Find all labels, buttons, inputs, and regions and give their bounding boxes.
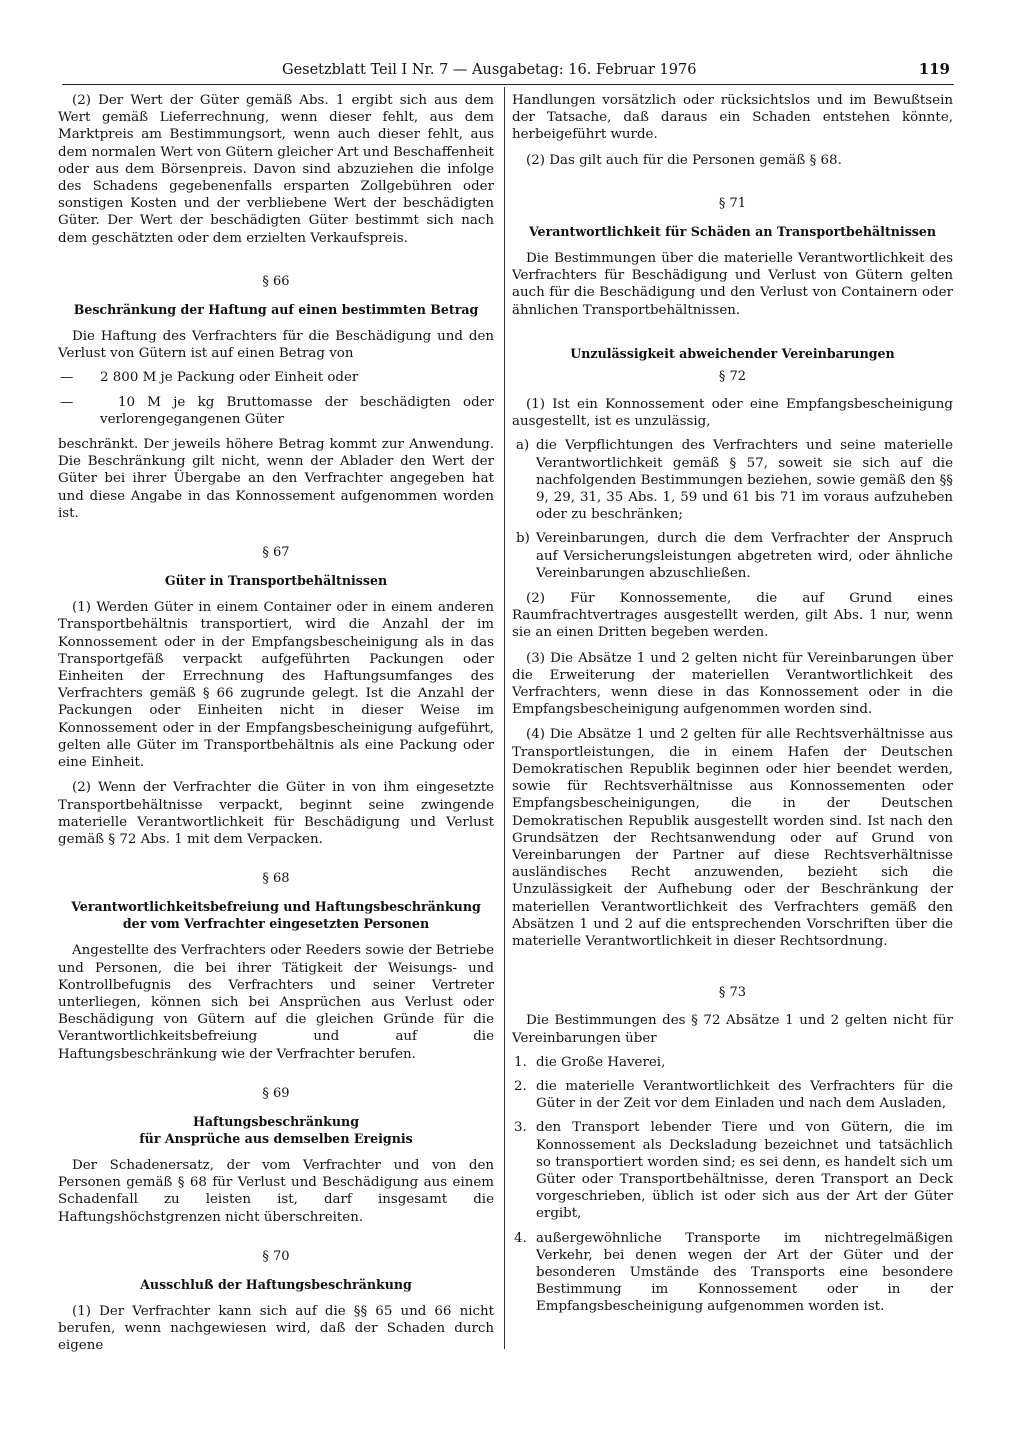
header-title: Gesetzblatt Teil I Nr. 7 — Ausgabetag: 16. Februar 1976 [282, 62, 697, 78]
list-item-text: außergewöhnliche Transporte im nichtregelmäßigen Verkehr, bei denen wegen der Art der Güter und der besonderen Umstände des Transports eine besondere Bestimmung im Konnossement oder in der Empfangsbescheinigung aufgenommen worden ist. [536, 1230, 953, 1315]
section-72-paragraph-3: (3) Die Absätze 1 und 2 gelten nicht für Vereinbarungen über die Erweiterung der materiellen Verantwortlichkeit des Verfrachters, wenn diese in das Konnossement oder in die Empfangsbescheinigung aufgenommen worden sind. [512, 650, 953, 718]
list-item [512, 1230, 953, 1316]
list-item-text: den Transport lebender Tiere und von Gütern, die im Konnossement als Decksladung bezeichnet und tatsächlich so transportiert worden sind; es sei denn, es handelt sich um Güter oder Transportbehältnisse, deren Transport an Deck vorgeschrieben, üblich ist oder sich aus der Art der Güter ergibt, [536, 1120, 953, 1222]
section-66-number: § 66 [262, 273, 290, 289]
list-marker: 4. [514, 1230, 527, 1246]
list-marker: 3. [514, 1120, 527, 1136]
list-marker: b) [516, 531, 530, 547]
list-item-text: Vereinbarungen, durch die dem Verfrachter der Anspruch auf Versicherungsleistungen abgetreten wird, oder ähnliche Vereinbarungen abzuschließen. [536, 531, 953, 581]
dash-marker: — [60, 394, 74, 410]
section-72-paragraph-2: (2) Für Konnossemente, die auf Grund eines Raumfrachtvertrages ausgestellt werden, gilt Abs. 1 nur, wenn sie an einen Dritten begeben werden. [512, 591, 953, 641]
section-73-intro: Die Bestimmungen des § 72 Absätze 1 und 2 gelten nicht für Vereinbarungen über [512, 1013, 953, 1046]
left-column [58, 92, 494, 1355]
right-column [512, 92, 953, 1316]
section-69-number: § 69 [262, 1085, 290, 1101]
list-item [512, 530, 953, 582]
section-68-title-line-2: der vom Verfrachter eingesetzten Personen [122, 916, 430, 932]
page-header [62, 58, 954, 84]
section-67-paragraph-2: (2) Wenn der Verfrachter die Güter in von ihm eingesetzte Transportbehältnisse verpackt, beginnt seine zwingende materielle Verantwortlichkeit für Beschädigung und Verlust gemäß § 72 Abs. 1 mit dem Verpacken. [58, 780, 494, 847]
section-68-number: § 68 [262, 871, 290, 887]
section-72-paragraph-1: (1) Ist ein Konnossement oder eine Empfangsbescheinigung ausgestellt, ist es unzulässig, [512, 397, 953, 430]
list-item-text: die Große Haverei, [536, 1054, 666, 1070]
header-rule [62, 84, 954, 85]
list-item-text: die Verpflichtungen des Verfrachters und seine materielle Verantwortlichkeit gemäß § 57, soweit sie sich auf die nachfolgenden Bestimmungen beziehen, sowie gemäß den §§ 9, 29, 31, 35 Abs. 1, 59 und 61 bis 71 im voraus aufzuheben oder zu beschränken; [536, 438, 953, 523]
section-71-paragraph: Die Bestimmungen über die materielle Verantwortlichkeit des Verfrachters für Beschädigung und Verlust von Gütern gelten auch für die Beschädigung und den Verlust von Containern oder ähnlichen Transportbehältnissen. [512, 251, 953, 318]
list-item [512, 1078, 953, 1112]
list-item [58, 394, 494, 428]
list-marker: 2. [514, 1078, 527, 1094]
column-divider [504, 87, 505, 1349]
section-70-number: § 70 [262, 1248, 290, 1264]
section-67-title: Güter in Transportbehältnissen [164, 573, 388, 589]
dash-marker: — [60, 370, 74, 386]
section-66-tail: beschränkt. Der jeweils höhere Betrag kommt zur Anwendung. Die Beschränkung gilt nicht, wenn der Ablader den Wert der Güter bei ihrer Übergabe an den Verfrachter angegeben hat und diese Angabe in das Konnossement aufgenommen worden ist. [58, 437, 494, 521]
section-72-paragraph-4: (4) Die Absätze 1 und 2 gelten für alle Rechtsverhältnisse aus Transportleistungen, die in einem Hafen der Deutschen Demokratischen Republik beginnen oder hier beendet werden, sowie für Rechtsverhältnisse aus Konnossementen oder Empfangsbescheinigungen, die in der Deutschen Demokratischen Republik ausgestellt worden sind. Ist nach den Grundsätzen der Rechtsanwendung oder auf Grund von Vereinbarungen der Partner auf diese Rechtsverhältnisse ausländisches Recht anzuwenden, bezieht sich die Unzulässigkeit der Aufhebung oder der Beschränkung der materiellen Verantwortlichkeit des Verfrachters gemäß den Absätzen 1 und 2 auf die entsprechenden Vorschriften über die materielle Verantwortlichkeit in dieser Rechtsordnung. [512, 727, 953, 949]
section-73-number: § 73 [718, 985, 747, 1001]
paragraph-65-2: (2) Der Wert der Güter gemäß Abs. 1 ergibt sich aus dem Wert gemäß Lieferrechnung, wenn dieser fehlt, aus dem Marktpreis am Bestimmungsort, wenn auch dieser fehlt, aus dem normalen Wert von Gütern gleicher Art und Beschaffenheit oder aus dem Börsenpreis. Davon sind abzuziehen die infolge des Schadens gegebenenfalls ersparten Zollgebühren oder sonstigen Kosten und der verbliebene Wert der beschädigten Güter. Der Wert der beschädigten Güter bestimmt sich nach dem geschätzten oder dem erzielten Verkaufspreis. [58, 93, 494, 246]
list-marker: a) [516, 438, 530, 454]
section-67-paragraph-1: (1) Werden Güter in einem Container oder in einem anderen Transportbehältnis transportiert, wird die Anzahl der im Konnossement oder in der Empfangsbescheinigung als in das Transportgefäß verpackt aufgeführten Packungen oder Einheiten der Errechnung des Haftungsumfanges des Verfrachters gemäß § 66 zugrunde gelegt. Ist die Anzahl der Packungen oder Einheiten nicht in dieser Weise im Konnossement oder in der Empfangsbescheinigung aufgeführt, gelten alle Güter im Transportbehältnis als eine Packung oder eine Einheit. [58, 600, 494, 771]
list-marker: 1. [514, 1054, 527, 1070]
section-72-number: § 72 [718, 368, 747, 384]
section-70-paragraph-2: (2) Das gilt auch für die Personen gemäß § 68. [526, 152, 842, 168]
section-71-title: Verantwortlichkeit für Schäden an Transportbehältnissen [528, 224, 937, 240]
list-item-text: 10 M je kg Bruttomasse der beschädigten oder verlorengegangenen Güter [100, 394, 494, 427]
section-67-number: § 67 [262, 545, 290, 561]
section-69-title-line-1: Haftungsbeschränkung [192, 1113, 360, 1129]
section-72-heading: Unzulässigkeit abweichender Vereinbarungen [570, 345, 895, 361]
section-66-title: Beschränkung der Haftung auf einen bestimmten Betrag [73, 302, 479, 318]
section-70-paragraph-1: (1) Der Verfrachter kann sich auf die §§ 65 und 66 nicht berufen, wenn nachgewiesen wird, daß der Schaden durch eigene [58, 1303, 494, 1354]
section-70-continuation: Handlungen vorsätzlich oder rücksichtslos und im Bewußtsein der Tatsache, daß daraus ein Schaden entstehen könnte, herbeigeführt wurde. [512, 93, 953, 143]
list-item [512, 437, 953, 523]
list-item [58, 369, 494, 386]
section-66-intro: Die Haftung des Verfrachters für die Beschädigung und den Verlust von Gütern ist auf einen Betrag von [58, 329, 494, 362]
section-68-title-line-1: Verantwortlichkeitsbefreiung und Haftungsbeschränkung [71, 899, 481, 915]
section-71-number: § 71 [718, 195, 747, 211]
list-item-text: die materielle Verantwortlichkeit des Verfrachters für die Güter in der Zeit vor dem Einladen und nach dem Ausladen, [536, 1078, 953, 1112]
section-70-title: Ausschluß der Haftungsbeschränkung [140, 1276, 412, 1292]
list-item-text: 2 800 M je Packung oder Einheit oder [100, 370, 359, 386]
section-69-paragraph: Der Schadenersatz, der vom Verfrachter und von den Personen gemäß § 68 für Verlust und Beschädigung aus einem Schadenfall zu leisten ist, darf insgesamt die Haftungshöchstgrenzen nicht überschreiten. [58, 1157, 494, 1225]
list-item [512, 1054, 953, 1071]
section-68-title [58, 898, 494, 932]
section-69-title [58, 1113, 494, 1147]
list-item [512, 1119, 953, 1222]
section-69-title-line-2: für Ansprüche aus demselben Ereignis [139, 1130, 413, 1146]
section-68-paragraph: Angestellte des Verfrachters oder Reeders sowie der Betriebe und Personen, die bei ihrer Tätigkeit der Weisungs- und Kontrollbefugnis des Verfrachters und seiner Vertreter unterliegen, können sich bei Ansprüchen aus Verlust oder Beschädigung von Gütern auf die gleichen Gründe für die Verantwortlichkeitsbefreiung und auf die Haftungsbeschränkung wie der Verfrachter berufen. [58, 943, 494, 1062]
page-number: 119 [918, 60, 950, 78]
